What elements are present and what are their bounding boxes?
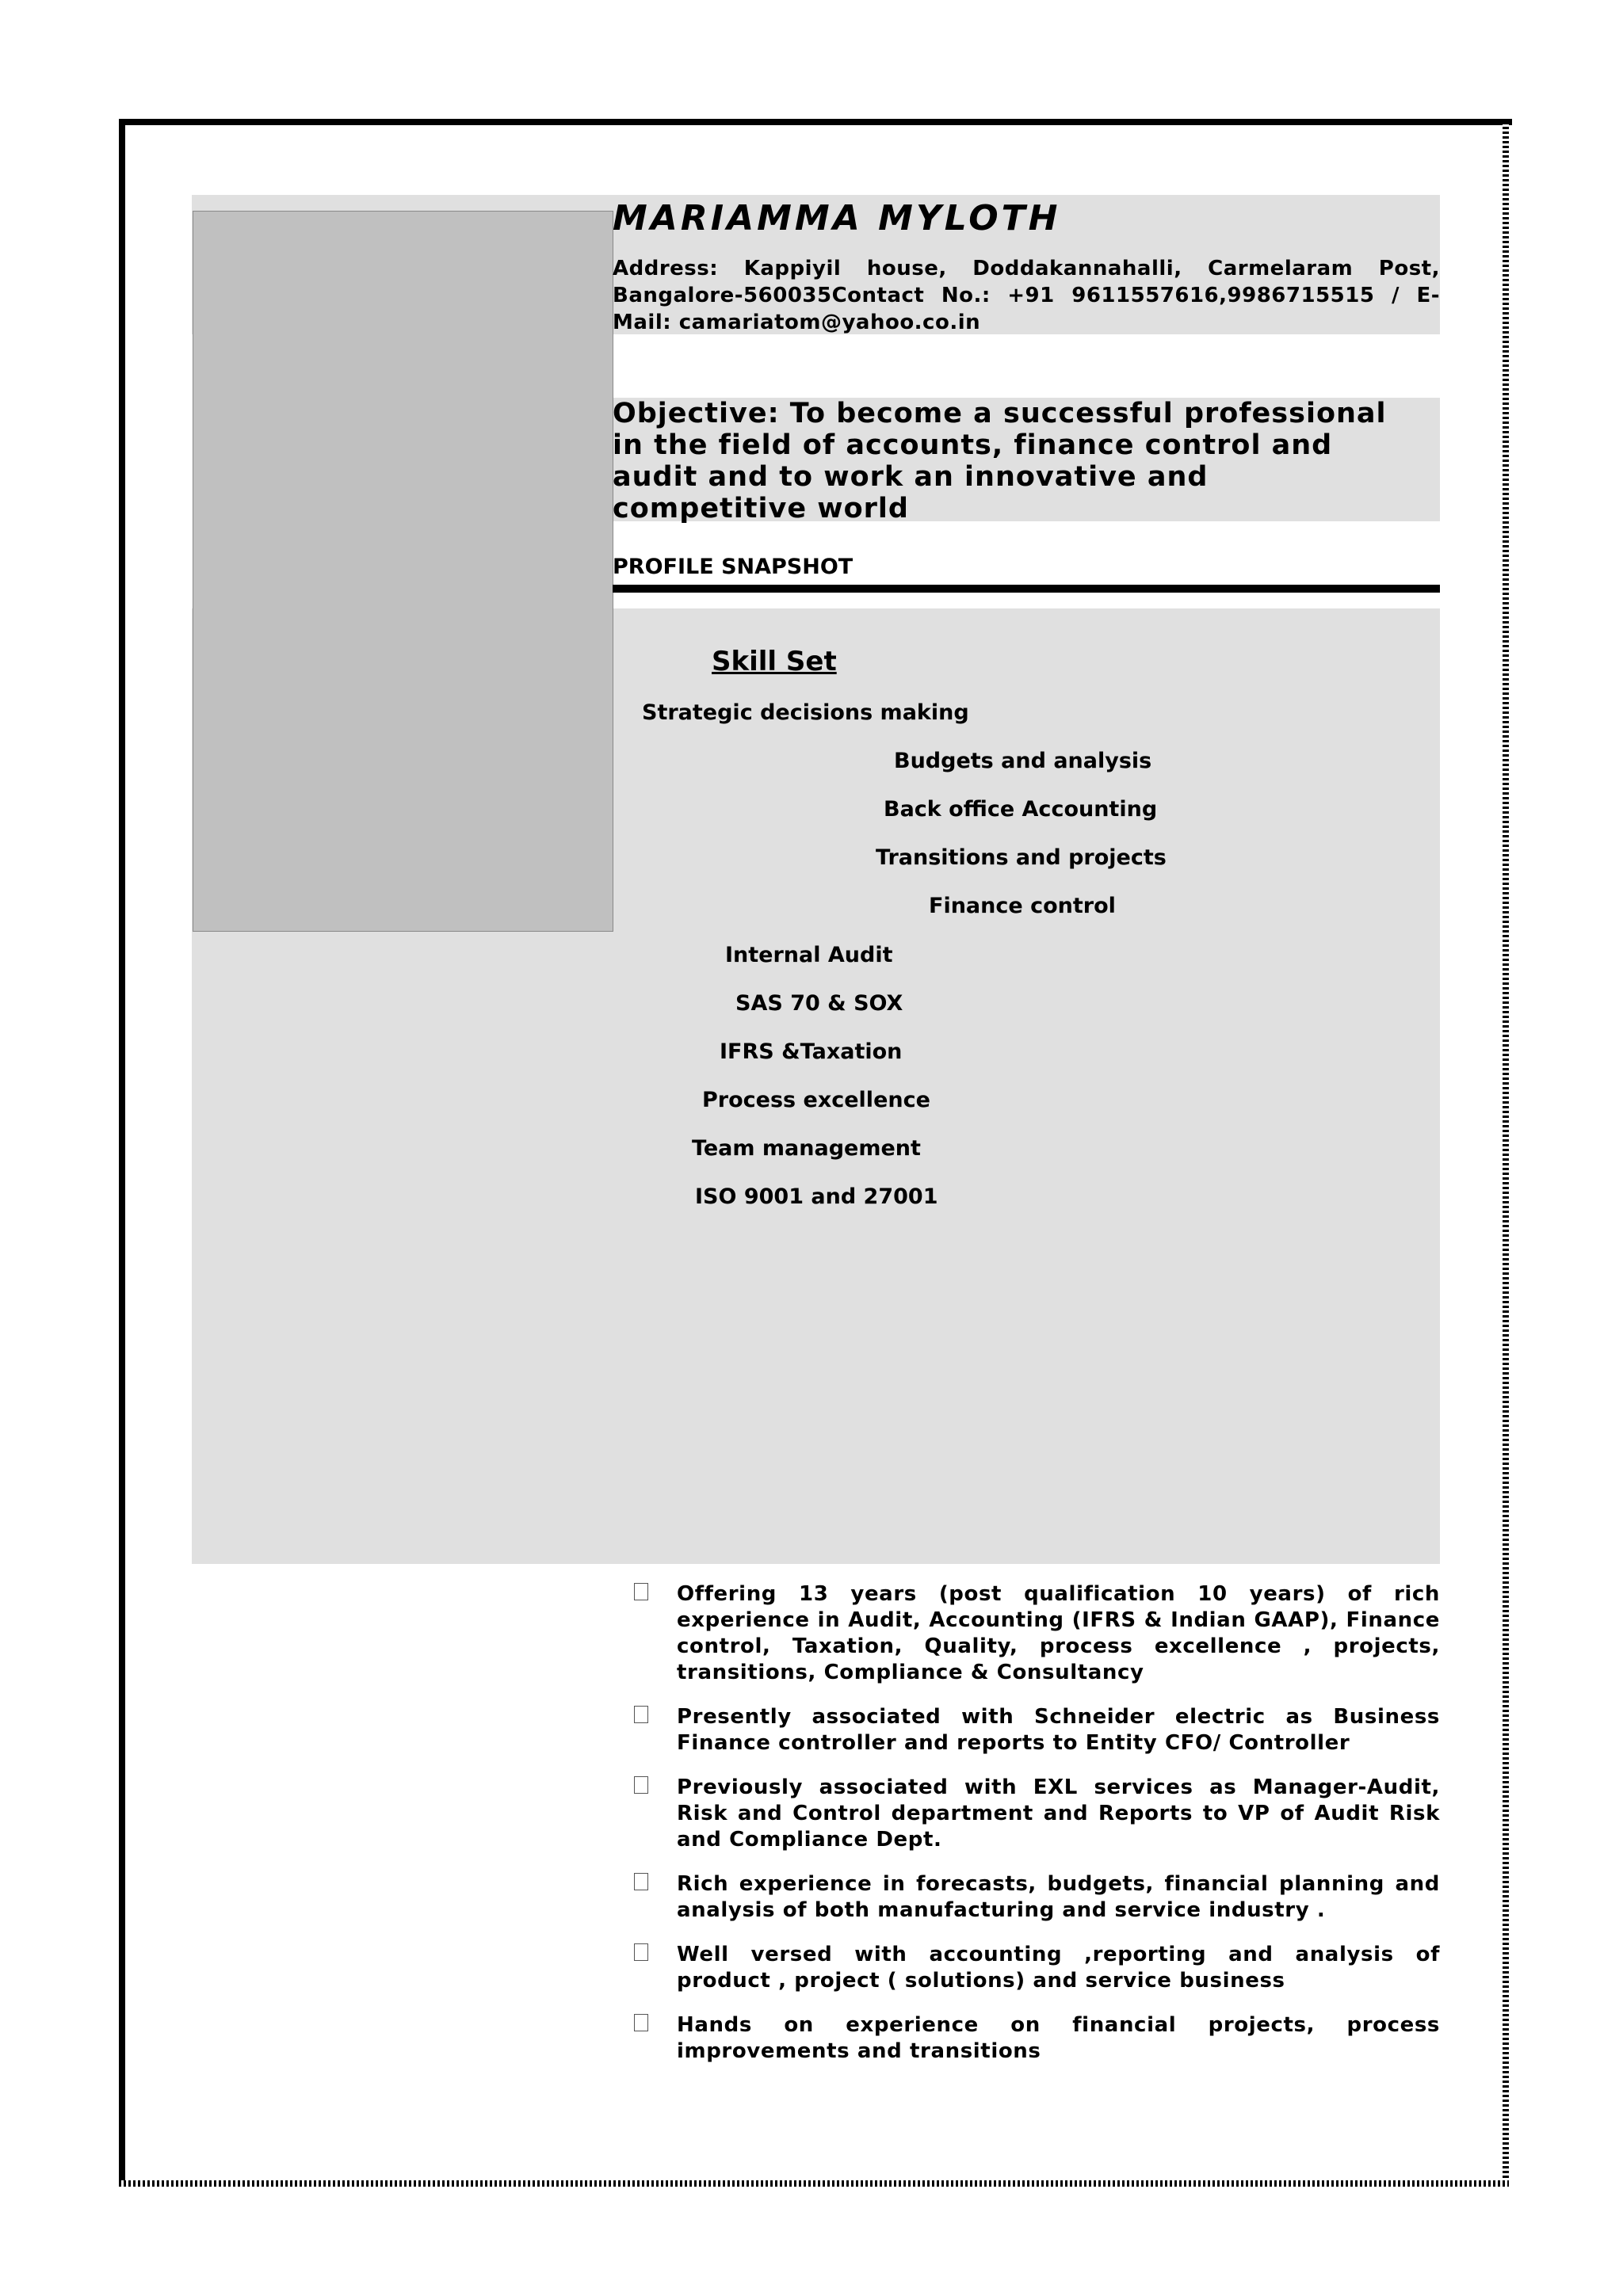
skill-item: Transitions and projects <box>876 845 1167 870</box>
list-item <box>634 2012 1440 2065</box>
skill-item: Process excellence <box>702 1088 930 1112</box>
bullet-text: Hands on experience on financial projects, process improvements and transitions <box>677 2013 1440 2063</box>
skill-item: Internal Audit <box>725 943 893 967</box>
contact-address: Address: Kappiyil house, Doddakannahalli, Carmelaram Post, Bangalore-560035Contact No.: +91 9611557616,9986715515 / E-Mail: camariatom@yahoo.co.in <box>613 257 1440 334</box>
bullet-text: Previously associated with EXL services as Manager-Audit, Risk and Control department and Reports to VP of Audit Risk and Compliance Dept. <box>677 1775 1440 1852</box>
list-item <box>634 1871 1440 1924</box>
skill-set-heading: Skill Set <box>712 646 837 677</box>
list-item <box>634 1775 1440 1853</box>
skill-item: IFRS &Taxation <box>720 1039 903 1064</box>
list-item <box>634 1942 1440 1994</box>
bullet-box-icon <box>634 1943 648 1961</box>
bullet-text: Presently associated with Schneider electric as Business Finance controller and reports to Entity CFO/ Controller <box>677 1705 1440 1755</box>
skill-item: ISO 9001 and 27001 <box>695 1184 938 1209</box>
bullet-box-icon <box>634 1706 648 1723</box>
profile-divider <box>613 585 1440 593</box>
bullet-box-icon <box>634 2014 648 2031</box>
bullet-text: Well versed with accounting ,reporting and analysis of product , project ( solutions) and service business <box>677 1943 1440 1993</box>
skill-item: Finance control <box>929 894 1116 918</box>
skill-item: SAS 70 & SOX <box>735 991 903 1016</box>
bullet-box-icon <box>634 1776 648 1794</box>
page-border-left <box>119 119 125 2187</box>
bullet-text: Offering 13 years (post qualification 10 years) of rich experience in Audit, Accounting (IFRS & Indian GAAP), Finance control, Taxation, Quality, process excellence , projects, transitions, Compliance & Consultancy <box>677 1582 1440 1684</box>
list-item <box>634 1581 1440 1686</box>
bullet-box-icon <box>634 1583 648 1600</box>
page-border-right <box>1503 122 1509 2187</box>
page-border-bottom <box>119 2180 1509 2187</box>
page-border-top <box>119 119 1512 125</box>
photo-placeholder <box>193 211 613 932</box>
objective-statement: Objective: To become a successful professional in the field of accounts, finance control and audit and to work an innovative and competitive world <box>613 398 1387 524</box>
experience-bullet-list <box>634 1581 1440 2083</box>
skill-item: Strategic decisions making <box>642 700 969 725</box>
skill-item: Team management <box>692 1136 921 1161</box>
list-item <box>634 1704 1440 1756</box>
bullet-box-icon <box>634 1873 648 1890</box>
skill-item: Back office Accounting <box>884 797 1158 822</box>
profile-snapshot-title: PROFILE SNAPSHOT <box>613 555 854 579</box>
bullet-text: Rich experience in forecasts, budgets, financial planning and analysis of both manufacturing and service industry . <box>677 1872 1440 1922</box>
skill-item: Budgets and analysis <box>894 749 1152 773</box>
candidate-name: MARIAMMA MYLOTH <box>613 198 1061 238</box>
